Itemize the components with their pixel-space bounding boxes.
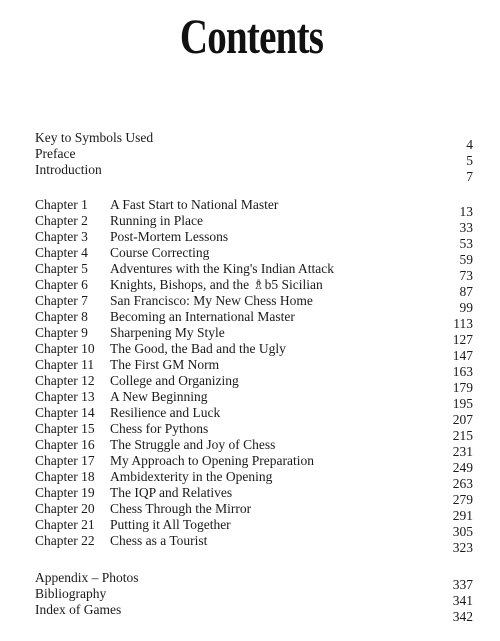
toc-entry-appendix-photos	[0, 570, 500, 592]
toc-entry-chapter-7	[0, 293, 500, 315]
toc-entry-chapter-9	[0, 325, 500, 347]
chapter-label: Chapter 9	[35, 325, 88, 340]
chapter-title: Becoming an International Master	[110, 309, 295, 324]
toc-entry-page: 337	[452, 577, 473, 592]
chapter-page: 127	[452, 332, 473, 347]
chapter-label: Chapter 7	[35, 293, 88, 308]
chapter-title: Adventures with the King's Indian Attack	[110, 261, 335, 276]
chapter-label: Chapter 20	[35, 501, 95, 516]
toc-entry-chapter-14	[0, 405, 500, 427]
toc-entry-chapter-22	[0, 533, 500, 555]
chapter-title: Resilience and Luck	[110, 405, 221, 420]
toc-entry-title: Preface	[35, 146, 76, 161]
toc-entry-introduction	[0, 162, 500, 184]
chapter-label: Chapter 5	[35, 261, 88, 276]
chapter-label: Chapter 15	[35, 421, 95, 436]
chapter-label: Chapter 2	[35, 213, 88, 228]
toc-entry-title: Appendix – Photos	[35, 570, 139, 585]
chapter-title: Ambidexterity in the Opening	[110, 469, 273, 484]
chapter-page: 13	[459, 204, 473, 219]
toc-entry-chapter-3	[0, 229, 500, 251]
toc-entry-chapter-20	[0, 501, 500, 523]
toc-entry-chapter-12	[0, 373, 500, 395]
chapter-label: Chapter 14	[35, 405, 95, 420]
chapter-title: The First GM Norm	[110, 357, 220, 372]
toc-entry-chapter-1	[0, 197, 500, 219]
chapter-page: 147	[452, 348, 473, 363]
toc-entry-chapter-13	[0, 389, 500, 411]
chapter-title: The Good, the Bad and the Ugly	[110, 341, 286, 356]
chapter-label: Chapter 18	[35, 469, 95, 484]
chapter-title: Course Correcting	[110, 245, 210, 260]
chapter-label: Chapter 19	[35, 485, 95, 500]
toc-entry-key-to-symbols	[0, 130, 500, 152]
chapter-page: 163	[452, 364, 473, 379]
chapter-label: Chapter 11	[35, 357, 95, 372]
chapter-page: 291	[452, 508, 473, 523]
toc-entry-chapter-5	[0, 261, 500, 283]
chapter-page: 73	[459, 268, 473, 283]
chapter-page: 53	[459, 236, 473, 251]
chapter-label: Chapter 12	[35, 373, 95, 388]
chapter-page: 249	[452, 460, 473, 475]
chapter-label: Chapter 22	[35, 533, 95, 548]
chapter-title: Running in Place	[110, 213, 203, 228]
chapter-label: Chapter 3	[35, 229, 88, 244]
chapter-page: 323	[452, 540, 473, 555]
toc-entry-chapter-8	[0, 309, 500, 331]
toc-entry-chapter-10	[0, 341, 500, 363]
toc-entry-page: 4	[466, 137, 473, 152]
chapter-page: 59	[459, 252, 473, 267]
toc-entry-chapter-19	[0, 485, 500, 507]
chapter-title: Knights, Bishops, and the ♗b5 Sicilian	[110, 277, 323, 292]
chapter-title: Sharpening My Style	[110, 325, 225, 340]
chapter-title: College and Organizing	[110, 373, 239, 388]
chapter-title: Chess as a Tourist	[110, 533, 208, 548]
toc-entry-chapter-6	[0, 277, 500, 299]
toc-entry-preface	[0, 146, 500, 168]
chapter-label: Chapter 6	[35, 277, 88, 292]
toc-entry-chapter-2	[0, 213, 500, 235]
toc-entry-index-of-games	[0, 602, 500, 624]
toc-entry-chapter-21	[0, 517, 500, 539]
chapter-label: Chapter 1	[35, 197, 88, 212]
toc-entry-title: Introduction	[35, 162, 102, 177]
toc-entry-chapter-17	[0, 453, 500, 475]
chapter-label: Chapter 13	[35, 389, 95, 404]
chapter-page: 207	[452, 412, 473, 427]
toc-entry-chapter-15	[0, 421, 500, 443]
toc-entry-page: 342	[452, 609, 473, 624]
chapter-page: 305	[452, 524, 473, 539]
chapter-label: Chapter 16	[35, 437, 95, 452]
toc-entry-bibliography	[0, 586, 500, 608]
chapter-page: 195	[452, 396, 473, 411]
toc-entry-title: Bibliography	[35, 586, 107, 601]
chapter-page: 99	[459, 300, 473, 315]
chapter-page: 33	[459, 220, 473, 235]
chapter-page: 279	[452, 492, 473, 507]
toc-entry-page: 341	[452, 593, 473, 608]
chapter-title: Chess Through the Mirror	[110, 501, 252, 516]
toc-entry-title: Index of Games	[35, 602, 122, 617]
chapter-label: Chapter 17	[35, 453, 95, 468]
toc-entry-page: 5	[466, 153, 473, 168]
chapter-label: Chapter 8	[35, 309, 88, 324]
chapter-page: 113	[453, 316, 473, 331]
toc-entry-chapter-4	[0, 245, 500, 267]
toc-entry-chapter-18	[0, 469, 500, 491]
chapter-page: 215	[452, 428, 473, 443]
chapter-title: My Approach to Opening Preparation	[110, 453, 314, 468]
chapter-title: A Fast Start to National Master	[110, 197, 279, 212]
toc-entry-chapter-16	[0, 437, 500, 459]
chapter-page: 231	[452, 444, 473, 459]
toc-entry-page: 7	[466, 169, 473, 184]
chapter-label: Chapter 10	[35, 341, 95, 356]
chapter-title: A New Beginning	[110, 389, 208, 404]
chapter-label: Chapter 21	[35, 517, 95, 532]
toc-entry-title: Key to Symbols Used	[35, 130, 154, 145]
toc-entry-chapter-11	[0, 357, 500, 379]
chapter-page: 87	[459, 284, 473, 299]
chapter-title: The Struggle and Joy of Chess	[110, 437, 276, 452]
chapter-page: 263	[452, 476, 473, 491]
chapter-title: Post-Mortem Lessons	[110, 229, 229, 244]
chapter-title: San Francisco: My New Chess Home	[110, 293, 313, 308]
chapter-title: The IQP and Relatives	[110, 485, 233, 500]
chapter-title: Putting it All Together	[110, 517, 231, 532]
chapter-page: 179	[452, 380, 473, 395]
chapter-title: Chess for Pythons	[110, 421, 209, 436]
page-title: Contents	[179, 8, 324, 64]
chapter-label: Chapter 4	[35, 245, 88, 260]
